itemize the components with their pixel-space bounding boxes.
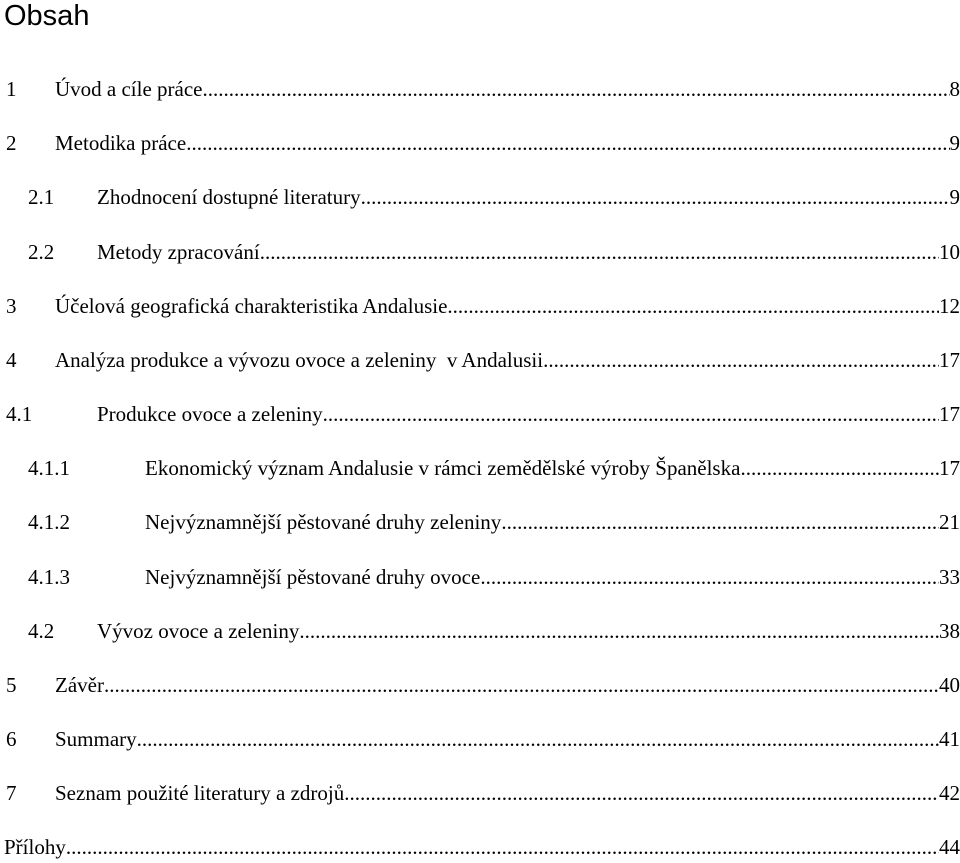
dot-leader <box>260 237 939 267</box>
toc-entry-line <box>97 399 960 429</box>
toc-entry-number: 4.1.1 <box>28 456 70 480</box>
toc-entry-number: 6 <box>6 727 17 751</box>
toc-entry-page: 17 <box>939 348 960 372</box>
toc-entry-line <box>55 724 960 754</box>
toc-entry[interactable] <box>0 399 960 429</box>
dot-leader <box>323 399 939 429</box>
toc-entry-number: 2.1 <box>28 185 55 209</box>
toc-entry[interactable] <box>0 345 960 375</box>
toc-entry-line <box>145 562 960 592</box>
toc-entry-line <box>4 832 960 862</box>
toc-entry[interactable] <box>0 453 960 483</box>
toc-entry[interactable] <box>0 778 960 808</box>
dot-leader <box>740 453 939 483</box>
toc-entry-title: Ekonomický význam Andalusie v rámci zemědělské výroby Španělska <box>145 456 741 480</box>
toc-entry-page: 17 <box>939 456 960 480</box>
toc-entry-page: 33 <box>939 565 960 589</box>
toc-entry[interactable] <box>0 724 960 754</box>
dot-leader <box>480 562 939 592</box>
toc-entry-title: Účelová geografická charakteristika Andalusie <box>55 294 448 318</box>
toc-entry[interactable] <box>0 616 960 646</box>
dot-leader <box>137 724 939 754</box>
toc-entry-page: 40 <box>939 673 960 697</box>
toc-entry-title: Summary <box>55 727 137 751</box>
dot-leader <box>501 507 939 537</box>
toc-entry-title: Metody zpracování <box>97 240 260 264</box>
toc-entry-number: 7 <box>6 781 17 805</box>
dot-leader <box>299 616 939 646</box>
toc-entry-line <box>97 616 960 646</box>
toc-entry-number: 3 <box>6 294 17 318</box>
toc-entry-page: 38 <box>939 619 960 643</box>
toc-entry[interactable] <box>0 291 960 321</box>
toc-entry-title: Zhodnocení dostupné literatury <box>97 185 361 209</box>
toc-entry-title: Úvod a cíle práce <box>55 77 203 101</box>
toc-entry[interactable] <box>0 562 960 592</box>
toc-entry-number: 2 <box>6 131 17 155</box>
toc-entry[interactable] <box>0 670 960 700</box>
dot-leader <box>104 670 939 700</box>
toc-entry-number: 4.2 <box>28 619 55 643</box>
toc-entry-line <box>55 345 960 375</box>
toc-entry-page: 41 <box>939 727 960 751</box>
dot-leader <box>186 128 949 158</box>
toc-entry-number: 5 <box>6 673 17 697</box>
toc-entry[interactable] <box>0 182 960 212</box>
toc-entry-page: 9 <box>949 185 960 209</box>
toc-entry[interactable] <box>0 832 960 862</box>
toc-entry-number: 4 <box>6 348 17 372</box>
toc-entry-title: Vývoz ovoce a zeleniny <box>97 619 300 643</box>
toc-entry-number: 4.1.3 <box>28 565 70 589</box>
toc-entry-title: Nejvýznamnější pěstované druhy ovoce <box>145 565 481 589</box>
toc-entry-line <box>55 778 960 808</box>
dot-leader <box>361 182 950 212</box>
toc-entry[interactable] <box>0 507 960 537</box>
page-title: Obsah <box>4 0 90 32</box>
toc-entry-page: 42 <box>939 781 960 805</box>
dot-leader <box>66 832 939 862</box>
toc-entry[interactable] <box>0 237 960 267</box>
toc-entry-page: 8 <box>949 77 960 101</box>
dot-leader <box>543 345 939 375</box>
toc-entry-title: Analýza produkce a vývozu ovoce a zeleniny v Andalusii <box>55 348 544 372</box>
toc-entry[interactable] <box>0 128 960 158</box>
toc-entry-line <box>55 670 960 700</box>
toc-entry-line <box>145 507 960 537</box>
toc-entry-page: 21 <box>939 510 960 534</box>
toc-entry-page: 12 <box>939 294 960 318</box>
toc-entry-title: Závěr <box>55 673 104 697</box>
dot-leader <box>447 291 939 321</box>
toc-entry-page: 17 <box>939 402 960 426</box>
dot-leader <box>203 74 950 104</box>
toc-entry-title: Metodika práce <box>55 131 187 155</box>
toc-entry-page: 10 <box>939 240 960 264</box>
toc-entry-page: 44 <box>939 835 960 859</box>
toc-entry-number: 4.1.2 <box>28 510 70 534</box>
toc-entry-page: 9 <box>949 131 960 155</box>
toc-entry-title: Přílohy <box>4 835 66 859</box>
toc-entry-title: Produkce ovoce a zeleniny <box>97 402 323 426</box>
toc-entry-number: 2.2 <box>28 240 55 264</box>
toc-entry-line <box>55 128 960 158</box>
toc-entry-line <box>97 237 960 267</box>
toc-entry-title: Nejvýznamnější pěstované druhy zeleniny <box>145 510 502 534</box>
toc-entry-line <box>97 182 960 212</box>
toc-entry-number: 4.1 <box>6 402 33 426</box>
toc-entry[interactable] <box>0 74 960 104</box>
toc-entry-line <box>55 291 960 321</box>
dot-leader <box>344 778 939 808</box>
toc-entry-number: 1 <box>6 77 17 101</box>
toc-entry-line <box>145 453 960 483</box>
toc-entry-line <box>55 74 960 104</box>
toc-entry-title: Seznam použité literatury a zdrojů <box>55 781 345 805</box>
